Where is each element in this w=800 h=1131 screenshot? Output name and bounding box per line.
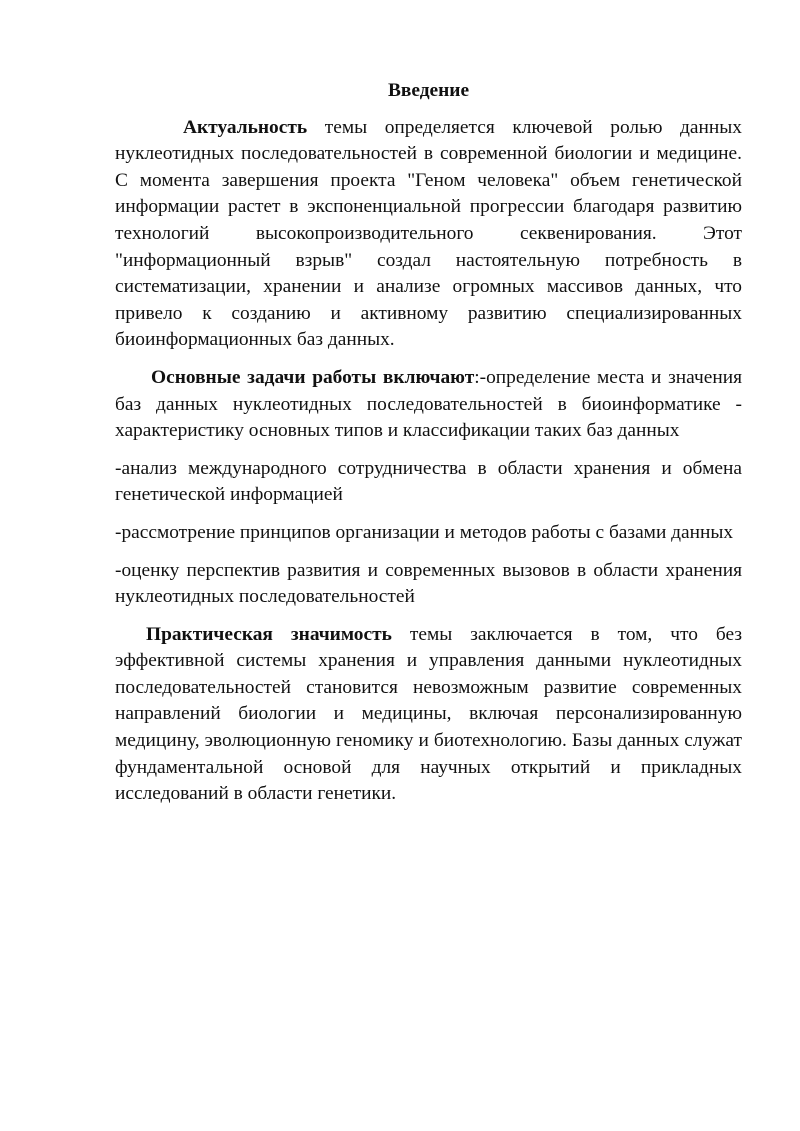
task-item-prospects: -оценку перспектив развития и современных вызовов в области хранения нуклеотидных последовательностей: [115, 559, 742, 608]
task-item-principles: -рассмотрение принципов организации и методов работы с базами данных: [115, 521, 734, 543]
document-body: [115, 78, 742, 808]
relevance-heading: Актуальность: [183, 116, 308, 138]
tasks-text: :-определение места и значения баз данных нуклеотидных последовательностей в биоинформатике - характеристику основных типов и классификации таких баз данных: [115, 366, 743, 442]
significance-text: темы заключается в том, что без эффективной системы хранения и управления данными нуклеотидных последовательностей становится невозможным развитие современных направлений биологии и медицины, включая персонализированную медицину, эволюционную геномику и биотехнологию. Базы данных служат фундаментальной основой для научных открытий и прикладных исследований в области генетики.: [115, 623, 743, 805]
task-item-cooperation: -анализ международного сотрудничества в области хранения и обмена генетической информацией: [115, 457, 742, 506]
relevance-paragraph: [115, 115, 742, 354]
relevance-text: темы определяется ключевой ролью данных нуклеотидных последовательностей в современной биологии и медицине. С момента завершения проекта "Геном человека" объем генетической информации растет в экспоненциальной прогрессии благодаря развитию технологий высокопроизводительного секвенирования. Этот "информационный взрыв" создал настоятельную потребность в систематизации, хранении и анализе огромных массивов данных, что привело к созданию и активному развитию специализированных биоинформационных баз данных.: [115, 116, 742, 351]
page-title: Введение: [387, 80, 470, 101]
tasks-paragraph: [115, 365, 742, 445]
significance-heading: Практическая значимость: [146, 623, 392, 645]
tasks-heading: Основные задачи работы включают: [151, 366, 475, 388]
significance-paragraph: [115, 622, 742, 808]
